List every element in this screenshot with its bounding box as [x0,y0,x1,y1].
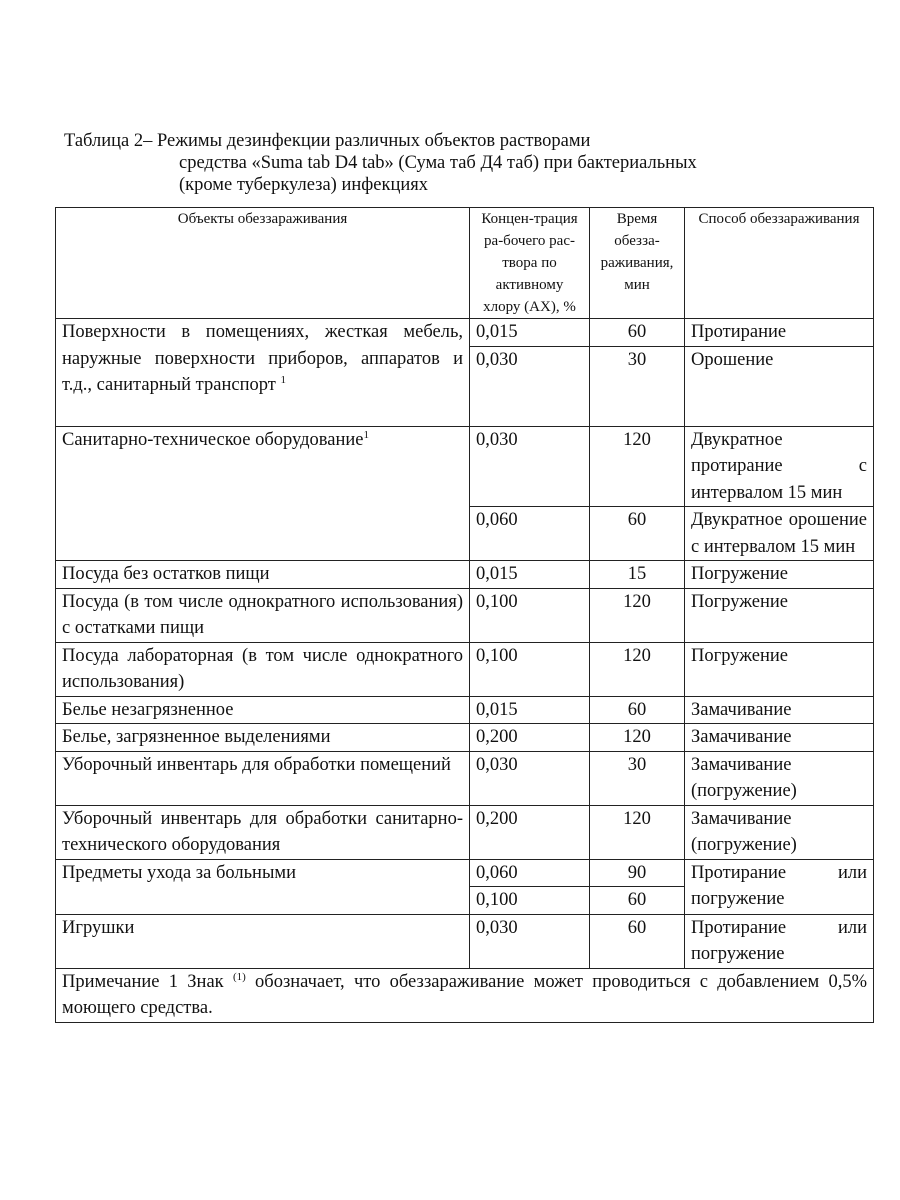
header-row [56,208,874,319]
caption-line-3: (кроме туберкулеза) инфекциях [179,175,429,195]
table-row [56,914,874,968]
concentration-cell: 0,030 [470,914,590,968]
object-cell: Уборочный инвентарь для обработки санитарно-технического оборудования [56,805,470,859]
object-cell: Уборочный инвентарь для обработки помещений [56,751,470,805]
concentration-cell: 0,015 [470,696,590,724]
time-cell: 60 [590,887,685,915]
table-row [56,561,874,589]
object-cell: Игрушки [56,914,470,968]
method-cell: Погружение [685,561,874,589]
concentration-cell: 0,060 [470,859,590,887]
table-row [56,319,874,347]
time-cell: 120 [590,588,685,642]
object-cell: Поверхности в помещениях, жесткая мебель, наружные поверхности приборов, аппаратов и т.д., санитарный транспорт $^1$ [56,319,470,427]
time-cell: 120 [590,724,685,752]
time-cell: 15 [590,561,685,589]
time-cell: 30 [590,751,685,805]
object-cell: Белье незагрязненное [56,696,470,724]
concentration-cell: 0,200 [470,724,590,752]
object-cell: Посуда без остатков пищи [56,561,470,589]
object-cell: Посуда лабораторная (в том числе однократного использования) [56,642,470,696]
time-cell: 60 [590,696,685,724]
table-row [56,805,874,859]
method-cell: Двукратное протирание с интервалом 15 мин [685,426,874,507]
table-caption [64,130,864,196]
concentration-cell: 0,100 [470,588,590,642]
concentration-cell: 0,200 [470,805,590,859]
concentration-cell: 0,030 [470,346,590,426]
concentration-cell: 0,030 [470,751,590,805]
time-cell: 30 [590,346,685,426]
object-cell: Санитарно-техническое оборудование$^1$ [56,426,470,561]
time-cell: 120 [590,642,685,696]
concentration-cell: 0,015 [470,561,590,589]
concentration-cell: 0,100 [470,642,590,696]
method-cell: Замачивание (погружение) [685,751,874,805]
header-method: Способ обеззараживания [685,208,874,319]
object-cell: Белье, загрязненное выделениями [56,724,470,752]
table-row [56,751,874,805]
time-cell: 60 [590,507,685,561]
caption-line-1: Таблица 2– Режимы дезинфекции различных объектов растворами [64,131,591,151]
method-cell: Замачивание (погружение) [685,805,874,859]
method-cell: Протирание или погружение [685,914,874,968]
time-cell: 120 [590,805,685,859]
method-cell: Погружение [685,642,874,696]
method-cell: Протирание [685,319,874,347]
table-row [56,859,874,887]
table-row [56,642,874,696]
method-cell: Погружение [685,588,874,642]
table-row [56,724,874,752]
method-cell: Замачивание [685,724,874,752]
time-cell: 90 [590,859,685,887]
header-concentration: Концен-трация ра-бочего рас-твора по активному хлору (АХ), % [470,208,590,319]
concentration-cell: 0,060 [470,507,590,561]
table-row [56,588,874,642]
caption-line-2: средства «Suma tab D4 tab» (Сума таб Д4 таб) при бактериальных [179,153,697,173]
time-cell: 60 [590,319,685,347]
method-cell: Протирание или погружение [685,859,874,914]
concentration-cell: 0,100 [470,887,590,915]
table-note: Примечание 1 Знак $^{(1)}$ обозначает, что обеззараживание может проводиться с добавлением 0,5% моющего средства. [56,968,874,1022]
method-cell: Орошение [685,346,874,426]
table-row [56,426,874,507]
object-cell: Посуда (в том числе однократного использования) с остатками пищи [56,588,470,642]
disinfection-table [55,207,874,1023]
method-cell: Двукратное орошение с интервалом 15 мин [685,507,874,561]
note-row [56,968,874,1022]
time-cell: 120 [590,426,685,507]
time-cell: 60 [590,914,685,968]
header-object: Объекты обеззараживания [56,208,470,319]
object-cell: Предметы ухода за больными [56,859,470,914]
method-cell: Замачивание [685,696,874,724]
header-time: Время обезза-раживания, мин [590,208,685,319]
concentration-cell: 0,030 [470,426,590,507]
concentration-cell: 0,015 [470,319,590,347]
table-row [56,696,874,724]
